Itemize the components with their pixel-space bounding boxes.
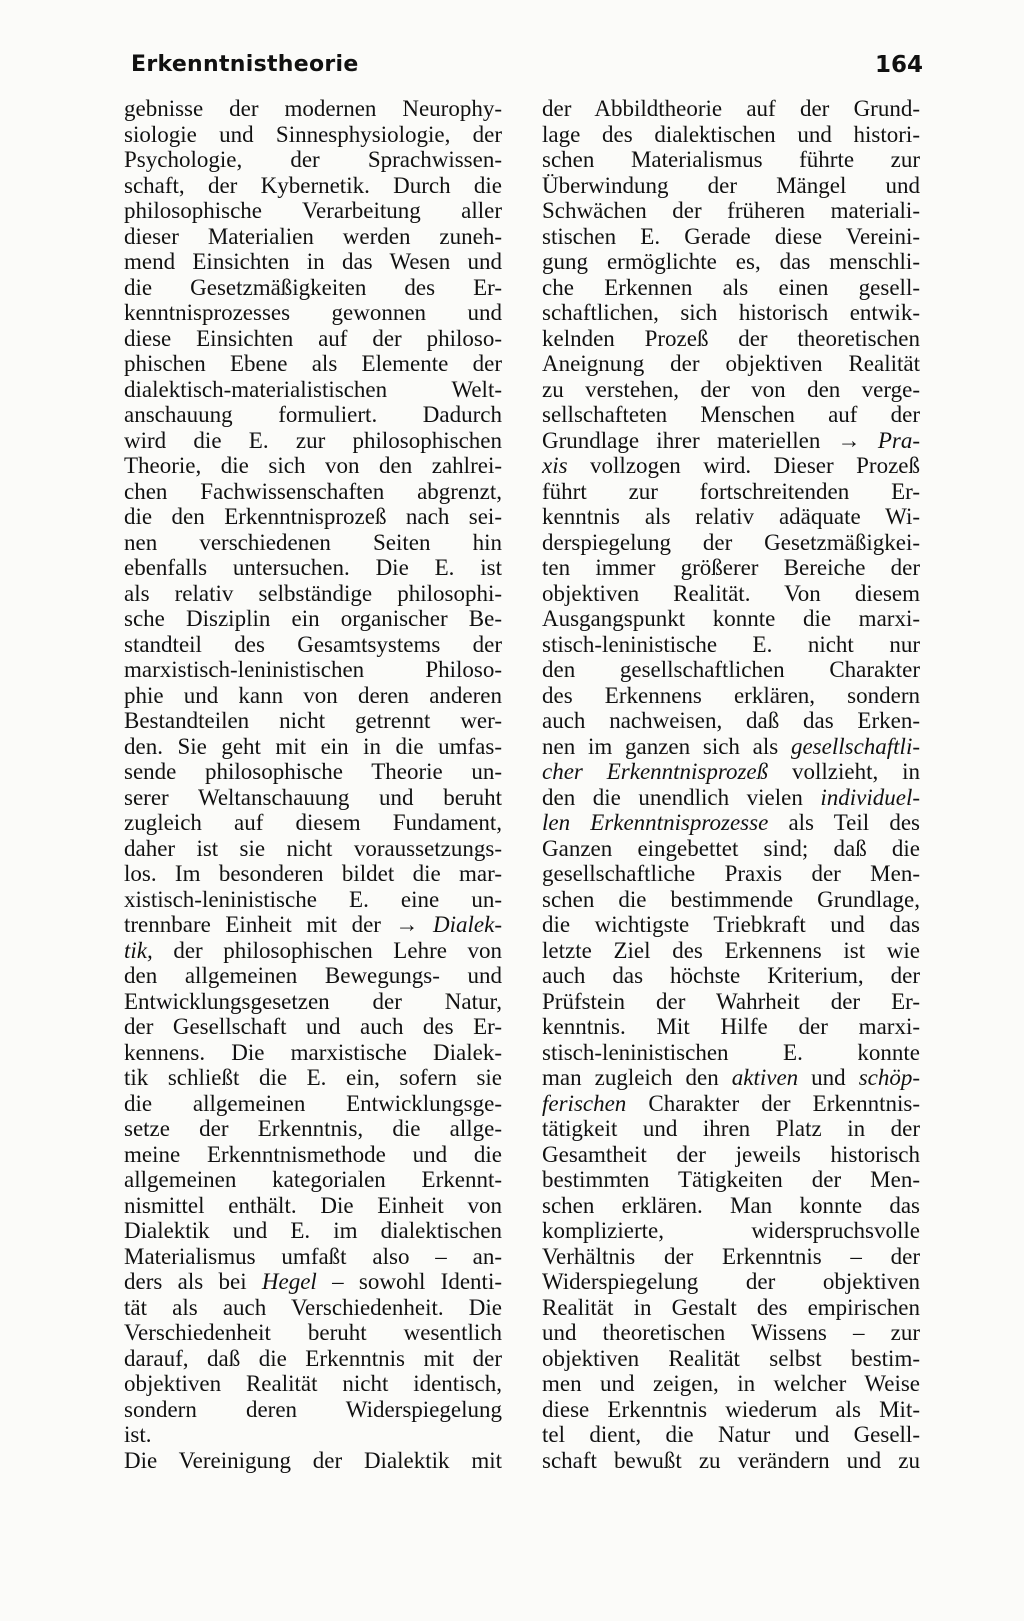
text-line: setze der Erkenntnis, die allge- — [124, 1116, 502, 1141]
text-line: siologie und Sinnesphysiologie, der — [124, 121, 502, 147]
text-line: die den Erkenntnisprozeß nach sei- — [124, 504, 502, 529]
text-run: nen im ganzen sich als — [542, 733, 791, 759]
text-line: schen Materialismus führte zur — [542, 147, 920, 172]
text-line: anschauung formuliert. Dadurch — [124, 402, 502, 427]
text-line: phischen Ebene als Elemente der — [124, 351, 502, 376]
text-line: dialektisch-materialistischen Welt- — [124, 376, 502, 402]
text-line: phie und kann von deren anderen — [124, 682, 502, 708]
text-line: nismittel enthält. Die Einheit von — [124, 1192, 502, 1218]
text-line — [542, 810, 920, 836]
text-line: ist. — [124, 1422, 152, 1447]
text-line: Aneignung der objektiven Realität — [542, 351, 920, 376]
text-line: tät als auch Verschiedenheit. Die — [124, 1294, 502, 1320]
text-line: Überwindung der Mängel und — [542, 172, 920, 198]
text-line — [542, 785, 920, 811]
text-run: ders als bei — [124, 1269, 262, 1294]
text-run: und — [798, 1065, 859, 1090]
italic-term: xis — [542, 453, 568, 478]
text-line: des Erkennens erklären, sondern — [542, 682, 920, 708]
text-line: bestimmten Tätigkeiten der Men- — [542, 1167, 920, 1192]
text-line: Widerspiegelung der objektiven — [542, 1269, 920, 1294]
text-line: tätigkeit und ihren Platz in der — [542, 1116, 920, 1141]
text-line — [124, 938, 502, 964]
text-line: nen verschiedenen Seiten hin — [124, 529, 502, 555]
text-line: wird die E. zur philosophischen — [124, 427, 502, 453]
text-line: führt zur fortschreitenden Er- — [542, 478, 920, 504]
text-line: Entwicklungsgesetzen der Natur, — [124, 988, 502, 1014]
text-line: stisch-leninistischen E. konnte — [542, 1039, 920, 1065]
text-line: ebenfalls untersuchen. Die E. ist — [124, 555, 502, 580]
text-line: men und zeigen, in welcher Weise — [542, 1371, 920, 1396]
text-line: der Abbildtheorie auf der Grund- — [542, 96, 920, 121]
text-line: objektiven Realität. Von diesem — [542, 580, 920, 606]
text-run: man zugleich den — [542, 1065, 732, 1090]
text-run: der philosophischen Lehre von — [152, 937, 502, 963]
page-number: 164 — [875, 52, 924, 78]
text-run: den die unendlich vielen — [542, 784, 821, 810]
text-line: tel dient, die Natur und Gesell- — [542, 1422, 920, 1447]
text-line: che Erkennen als einen gesell- — [542, 274, 920, 300]
text-line: lage des dialektischen und histori- — [542, 121, 920, 147]
text-line: derspiegelung der Gesetzmäßigkei- — [542, 529, 920, 555]
text-line: meine Erkenntnismethode und die — [124, 1141, 502, 1167]
text-line: Verschiedenheit beruht wesentlich — [124, 1320, 502, 1345]
text-line: philosophische Verarbeitung aller — [124, 198, 502, 223]
text-line: Verhältnis der Erkenntnis – der — [542, 1243, 920, 1269]
text-line — [542, 1065, 920, 1091]
text-line: allgemeinen kategorialen Erkennt- — [124, 1167, 502, 1192]
text-line: sende philosophische Theorie un- — [124, 759, 502, 784]
text-line: sche Disziplin ein organischer Be- — [124, 606, 502, 631]
text-line: gesellschaftliche Praxis der Men- — [542, 861, 920, 886]
text-line: Prüfstein der Wahrheit der Er- — [542, 988, 920, 1014]
text-line: gung ermöglichte es, das menschli- — [542, 249, 920, 274]
text-run: trennbare Einheit mit der → — [124, 912, 434, 937]
italic-term: gesellschaftli- — [790, 733, 920, 759]
text-line: Ganzen eingebettet sind; daß die — [542, 835, 920, 861]
italic-term: Hegel — [261, 1269, 317, 1294]
text-line — [542, 453, 920, 479]
text-line: und theoretischen Wissens – zur — [542, 1320, 920, 1345]
text-line: daher ist sie nicht voraussetzungs- — [124, 835, 502, 861]
text-line: los. Im besonderen bildet die mar- — [124, 861, 502, 886]
text-line: Psychologie, der Sprachwissen- — [124, 147, 502, 172]
text-run: als Teil des — [768, 810, 920, 835]
text-line: Theorie, die sich von den zahlrei- — [124, 453, 502, 478]
text-run: – sowohl Identi- — [316, 1269, 502, 1294]
italic-term: cher Erkenntnisprozeß — [542, 759, 769, 784]
italic-term: len Erkenntnisprozesse — [542, 810, 769, 835]
text-line: chen Fachwissenschaften abgrenzt, — [124, 478, 502, 504]
text-line: diese Erkenntnis wiederum als Mit- — [542, 1396, 920, 1422]
italic-term: schöp- — [858, 1065, 921, 1090]
text-line: xistisch-leninistische E. eine un- — [124, 886, 502, 912]
text-line: kelnden Prozeß der theoretischen — [542, 325, 920, 351]
text-line: marxistisch-leninistischen Philoso- — [124, 657, 502, 682]
text-line: objektiven Realität selbst bestim- — [542, 1345, 920, 1371]
text-line: Bestandteilen nicht getrennt wer- — [124, 708, 502, 733]
text-line: serer Weltanschauung und beruht — [124, 784, 502, 810]
text-line: die Gesetzmäßigkeiten des Er- — [124, 274, 502, 300]
text-line: Ausgangspunkt konnte die marxi- — [542, 606, 920, 631]
text-line: den. Sie geht mit ein in die umfas- — [124, 733, 502, 759]
italic-term: Dialek- — [433, 912, 502, 937]
text-line: Dialektik und E. im dialektischen — [124, 1218, 502, 1243]
text-line: komplizierte, widerspruchsvolle — [542, 1218, 920, 1243]
text-line: ten immer größerer Bereiche der — [542, 555, 920, 580]
text-line: als relativ selbständige philosophi- — [124, 580, 502, 606]
text-line — [542, 428, 920, 454]
text-line: sondern deren Widerspiegelung — [124, 1396, 502, 1422]
text-run: Charakter der Erkenntnis- — [626, 1090, 920, 1116]
text-line: die wichtigste Triebkraft und das — [542, 912, 920, 937]
text-line — [124, 912, 502, 938]
text-line: schen erklären. Man konnte das — [542, 1192, 920, 1218]
text-line: auch nachweisen, daß das Erken- — [542, 708, 920, 733]
text-line: standteil des Gesamtsystems der — [124, 631, 502, 657]
text-line: darauf, daß die Erkenntnis mit der — [124, 1345, 502, 1371]
text-line: kenntnis als relativ adäquate Wi- — [542, 504, 920, 529]
text-line: Schwächen der früheren materiali- — [542, 198, 920, 223]
text-line: mend Einsichten in das Wesen und — [124, 249, 502, 274]
text-line: objektiven Realität nicht identisch, — [124, 1371, 502, 1396]
italic-term: tik, — [124, 937, 153, 963]
text-line: kennens. Die marxistische Dialek- — [124, 1039, 502, 1065]
text-line: Gesamtheit der jeweils historisch — [542, 1141, 920, 1167]
italic-term: Pra- — [877, 427, 920, 453]
text-run: Grundlage ihrer materiellen → — [542, 427, 878, 453]
text-line: Realität in Gestalt des empirischen — [542, 1294, 920, 1320]
text-line: kenntnisprozesses gewonnen und — [124, 300, 502, 325]
text-line: schaftlichen, sich historisch entwik- — [542, 300, 920, 325]
text-line: Materialismus umfaßt also – an- — [124, 1243, 502, 1269]
text-run: vollzieht, in — [768, 759, 920, 784]
text-line — [124, 1269, 502, 1295]
text-line: zugleich auf diesem Fundament, — [124, 810, 502, 835]
text-line: stisch-leninistische E. nicht nur — [542, 631, 920, 657]
text-line: zu verstehen, der von den verge- — [542, 376, 920, 402]
right-text-column — [542, 96, 920, 1473]
italic-term: individuel- — [820, 784, 920, 810]
text-line: diese Einsichten auf der philoso- — [124, 325, 502, 351]
text-line — [542, 1091, 920, 1117]
running-head-title: Erkenntnistheorie — [131, 52, 359, 77]
text-line: schen die bestimmende Grundlage, — [542, 886, 920, 912]
text-line — [542, 734, 920, 760]
text-line: tik schließt die E. ein, sofern sie — [124, 1065, 502, 1090]
text-line: schaft, der Kybernetik. Durch die — [124, 172, 502, 198]
text-run: vollzogen wird. Dieser Prozeß — [567, 453, 920, 478]
text-line: sellschafteten Menschen auf der — [542, 402, 920, 427]
text-line: letzte Ziel des Erkennens ist wie — [542, 937, 920, 963]
left-text-column — [124, 96, 502, 1473]
text-line: auch das höchste Kriterium, der — [542, 963, 920, 988]
italic-term: aktiven — [731, 1065, 799, 1090]
text-line: stischen E. Gerade diese Vereini- — [542, 223, 920, 249]
text-line: den gesellschaftlichen Charakter — [542, 657, 920, 682]
text-line: schaft bewußt zu verändern und zu — [542, 1447, 920, 1473]
text-line: gebnisse der modernen Neurophy- — [124, 96, 502, 121]
text-line: den allgemeinen Bewegungs- und — [124, 963, 502, 988]
text-line: die allgemeinen Entwicklungsge- — [124, 1090, 502, 1116]
italic-term: ferischen — [542, 1090, 627, 1116]
text-line: Die Vereinigung der Dialektik mit — [124, 1447, 502, 1473]
text-line — [542, 759, 920, 785]
text-line: der Gesellschaft und auch des Er- — [124, 1014, 502, 1039]
text-line: kenntnis. Mit Hilfe der marxi- — [542, 1014, 920, 1039]
text-line: dieser Materialien werden zuneh- — [124, 223, 502, 249]
